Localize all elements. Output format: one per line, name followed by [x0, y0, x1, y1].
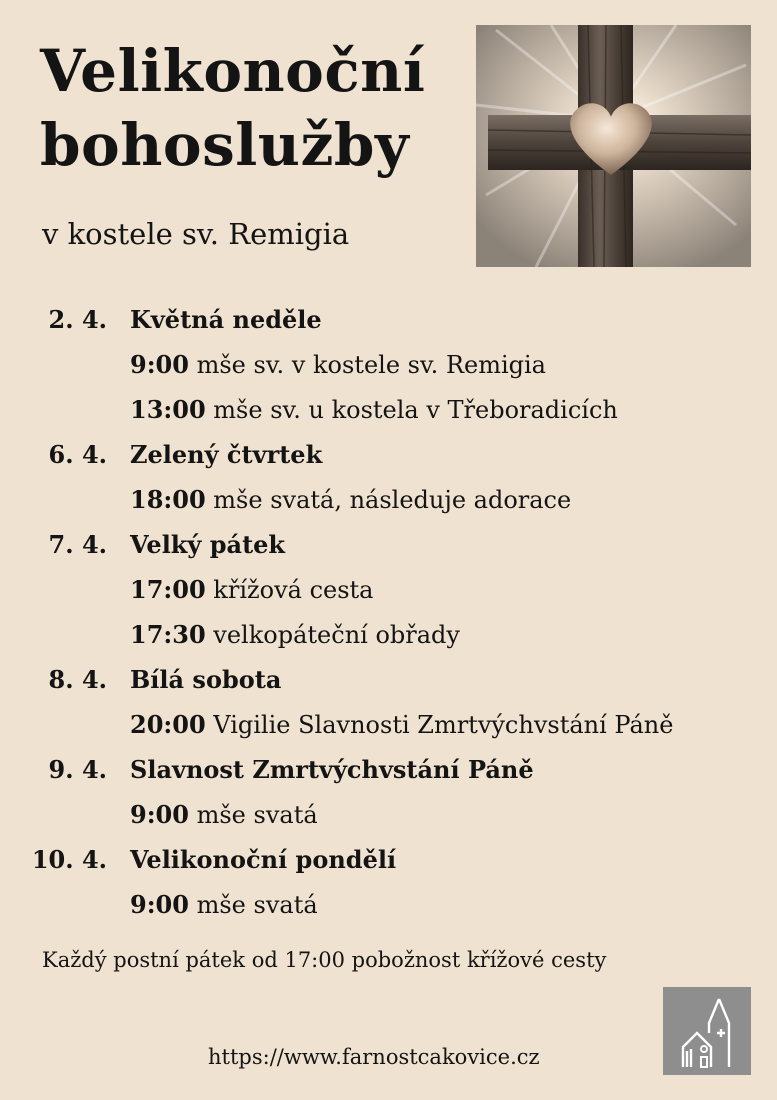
event-time: 17:00 — [130, 575, 206, 604]
parish-website-link[interactable]: https://www.farnostcakovice.cz — [208, 1045, 540, 1069]
event-date: 7. 4. — [48, 530, 107, 559]
schedule-event — [0, 882, 777, 927]
page-subtitle: v kostele sv. Remigia — [42, 217, 350, 251]
event-date: 2. 4. — [48, 305, 107, 334]
event-text: Vigilie Slavnosti Zmrtvýchvstání Páně — [213, 711, 674, 739]
cross-heart-photo — [476, 25, 751, 267]
schedule-day-header — [0, 747, 777, 792]
schedule-event — [0, 702, 777, 747]
schedule-day-header — [0, 657, 777, 702]
event-date: 10. 4. — [31, 845, 107, 874]
event-time: 20:00 — [130, 710, 206, 739]
event-text: mše svatá — [196, 801, 318, 829]
event-date: 6. 4. — [48, 440, 107, 469]
event-time: 9:00 — [130, 800, 189, 829]
event-time: 17:30 — [130, 620, 206, 649]
event-text: mše sv. u kostela v Třeboradicích — [213, 396, 618, 424]
event-time: 18:00 — [130, 485, 206, 514]
schedule-event — [0, 612, 777, 657]
event-time: 13:00 — [130, 395, 206, 424]
event-day-name: Slavnost Zmrtvýchvstání Páně — [130, 755, 534, 784]
event-date: 9. 4. — [48, 755, 107, 784]
schedule-event — [0, 342, 777, 387]
event-day-name: Květná neděle — [130, 305, 322, 334]
schedule-day-header — [0, 432, 777, 477]
event-day-name: Zelený čtvrtek — [130, 440, 323, 469]
event-text: mše svatá — [196, 891, 318, 919]
event-time: 9:00 — [130, 890, 189, 919]
schedule-event — [0, 477, 777, 522]
lent-note: Každý postní pátek od 17:00 pobožnost křížové cesty — [42, 948, 607, 972]
church-logo-icon — [663, 987, 751, 1075]
schedule-list — [0, 297, 777, 927]
title-line-2: bohoslužby — [40, 111, 410, 179]
title-line-1: Velikonoční — [40, 37, 426, 105]
schedule-event — [0, 567, 777, 612]
event-day-name: Velikonoční pondělí — [130, 845, 397, 874]
event-text: mše svatá, následuje adorace — [213, 486, 572, 514]
event-date: 8. 4. — [48, 665, 107, 694]
schedule-event — [0, 792, 777, 837]
schedule-day-header — [0, 837, 777, 882]
event-day-name: Velký pátek — [130, 530, 286, 559]
schedule-day-header — [0, 522, 777, 567]
event-day-name: Bílá sobota — [130, 665, 282, 694]
schedule-day-header — [0, 297, 777, 342]
event-text: křížová cesta — [213, 576, 374, 604]
event-text: velkopáteční obřady — [213, 621, 460, 649]
schedule-event — [0, 387, 777, 432]
page-title — [40, 34, 425, 182]
event-text: mše sv. v kostele sv. Remigia — [196, 351, 546, 379]
event-time: 9:00 — [130, 350, 189, 379]
